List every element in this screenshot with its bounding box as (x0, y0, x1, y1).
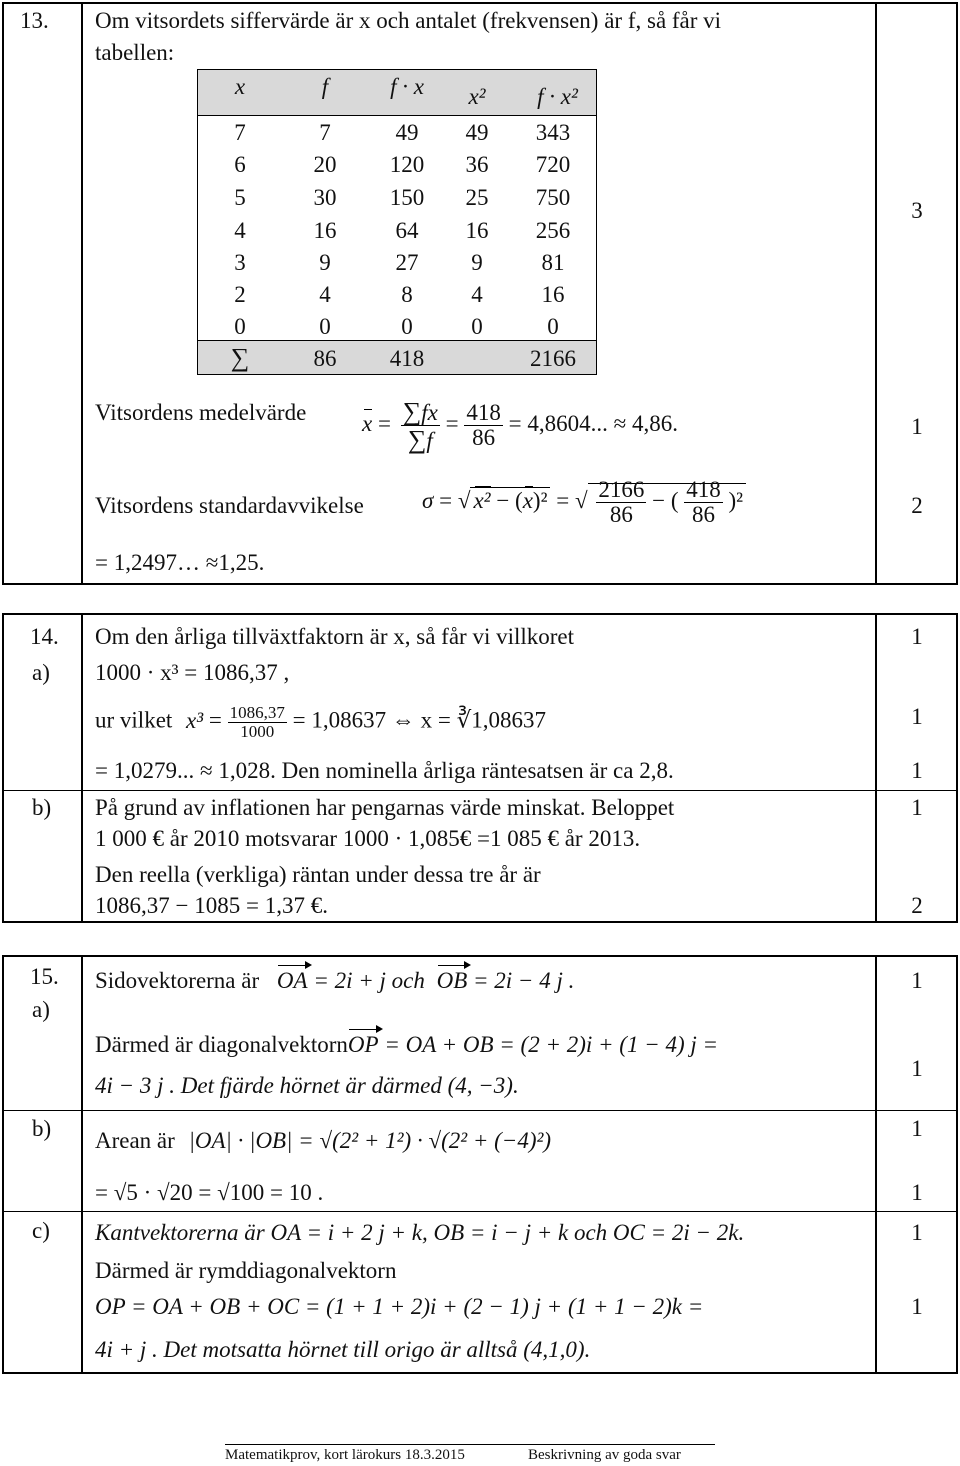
points-15-3: 1 (911, 1116, 923, 1141)
points-15-2: 1 (911, 1056, 923, 1081)
p14-a-line2: 1000 · x³ = 1086,37 , (95, 660, 290, 685)
p13-intro-line1: Om vitsordets siffervärde är x och antalet (frekvensen) är f, så får vi (95, 8, 722, 33)
p15-c-line1: Kantvektorerna är OA = i + 2 j + k, OB = i − j + k och OC = 2i − 2k. (95, 1220, 745, 1245)
p15-a-line2: Därmed är diagonalvektornOP = OA + OB = (2 + 2)i + (1 − 4) j = (95, 1032, 719, 1057)
points-13-1: 3 (911, 198, 923, 223)
sd-label: Vitsordens standardavvikelse (95, 493, 364, 518)
points-15-4: 1 (911, 1180, 923, 1205)
points-13-2: 1 (911, 414, 923, 439)
col-header-fx: f · x (390, 74, 424, 99)
problem-14-number: 14. (30, 624, 59, 649)
col-header-fx2: f · x² (537, 84, 578, 109)
p15-b-line2: = √5 · √20 = √100 = 10 . (95, 1180, 324, 1205)
p15-part-b: b) (32, 1116, 52, 1141)
col-header-x2: x² (468, 84, 486, 109)
p14-a-line4: = 1,0279... ≈ 1,028. Den nominella årliga räntesatsen är ca 2,8. (95, 758, 674, 783)
points-15-6: 1 (911, 1294, 923, 1319)
p15-b-line1: Arean är |OA| · |OB| = √(2² + 1²) · √(2² + (−4)²) (95, 1128, 552, 1153)
sd-formula: σ = √ x² − (x)² = √ $\frac{2166}{86}$ − ( $\frac{418}{86}$ )² (422, 478, 746, 527)
p15-part-c: c) (32, 1218, 50, 1243)
points-14-2: 1 (911, 704, 923, 729)
p14-part-b: b) (32, 795, 52, 820)
p15-c-line2: Därmed är rymddiagonalvektorn (95, 1258, 397, 1283)
points-13-3: 2 (911, 493, 923, 518)
p14-b-line2: 1 000 € år 2010 motsvarar 1000 · 1,085€ =1 085 € år 2013. (95, 826, 641, 851)
mean-formula: x = $\frac{\sum fx}{\sum f}$ = $\frac{418}{86}$ = 4,8604... ≈ 4,86. (362, 397, 678, 455)
p15-c-line4: 4i + j . Det motsatta hörnet till origo är alltså (4,1,0). (95, 1337, 591, 1362)
sd-result: = 1,2497… ≈1,25. (95, 550, 265, 575)
points-14-1: 1 (911, 624, 923, 649)
points-14-5: 2 (911, 893, 923, 918)
p15-a-line1: Sidovektorerna är OA = 2i + j och OB = 2i − 4 j . (95, 968, 575, 993)
p14-part-a: a) (32, 660, 50, 685)
sum-icon: ∑ (230, 343, 250, 372)
p14-a-line1: Om den årliga tillväxtfaktorn är x, så får vi villkoret (95, 624, 575, 649)
points-14-3: 1 (911, 758, 923, 783)
points-14-4: 1 (911, 795, 923, 820)
footer-rule (225, 1444, 715, 1445)
problem-13-number: 13. (20, 8, 49, 33)
p15-a-line3: 4i − 3 j . Det fjärde hörnet är därmed (4, −3). (95, 1073, 519, 1098)
points-15-5: 1 (911, 1220, 923, 1245)
p15-part-a: a) (32, 997, 50, 1022)
p15-c-line3: OP = OA + OB + OC = (1 + 1 + 2)i + (2 − 1) j + (1 + 1 − 2)k = (95, 1294, 704, 1319)
problem-15-number: 15. (30, 964, 59, 989)
footer-right: Beskrivning av goda svar (528, 1447, 681, 1463)
p13-intro-line2: tabellen: (95, 40, 175, 65)
footer-left: Matematikprov, kort lärokurs 18.3.2015 (225, 1447, 465, 1463)
col-header-f: f (321, 74, 329, 99)
p14-b-line1: På grund av inflationen har pengarnas värde minskat. Beloppet (95, 795, 675, 820)
col-header-x: x (234, 74, 246, 99)
p14-b-line4: 1086,37 − 1085 = 1,37 €. (95, 893, 328, 918)
mean-label: Vitsordens medelvärde (95, 400, 307, 425)
points-15-1: 1 (911, 968, 923, 993)
p14-b-line3: Den reella (verkliga) räntan under dessa tre år är (95, 862, 541, 887)
p14-a-line3: ur vilket x³ = $\frac{1086,37}{1000}$ = 1,08637 ⇔ x = ∛1,08637 (95, 703, 546, 741)
